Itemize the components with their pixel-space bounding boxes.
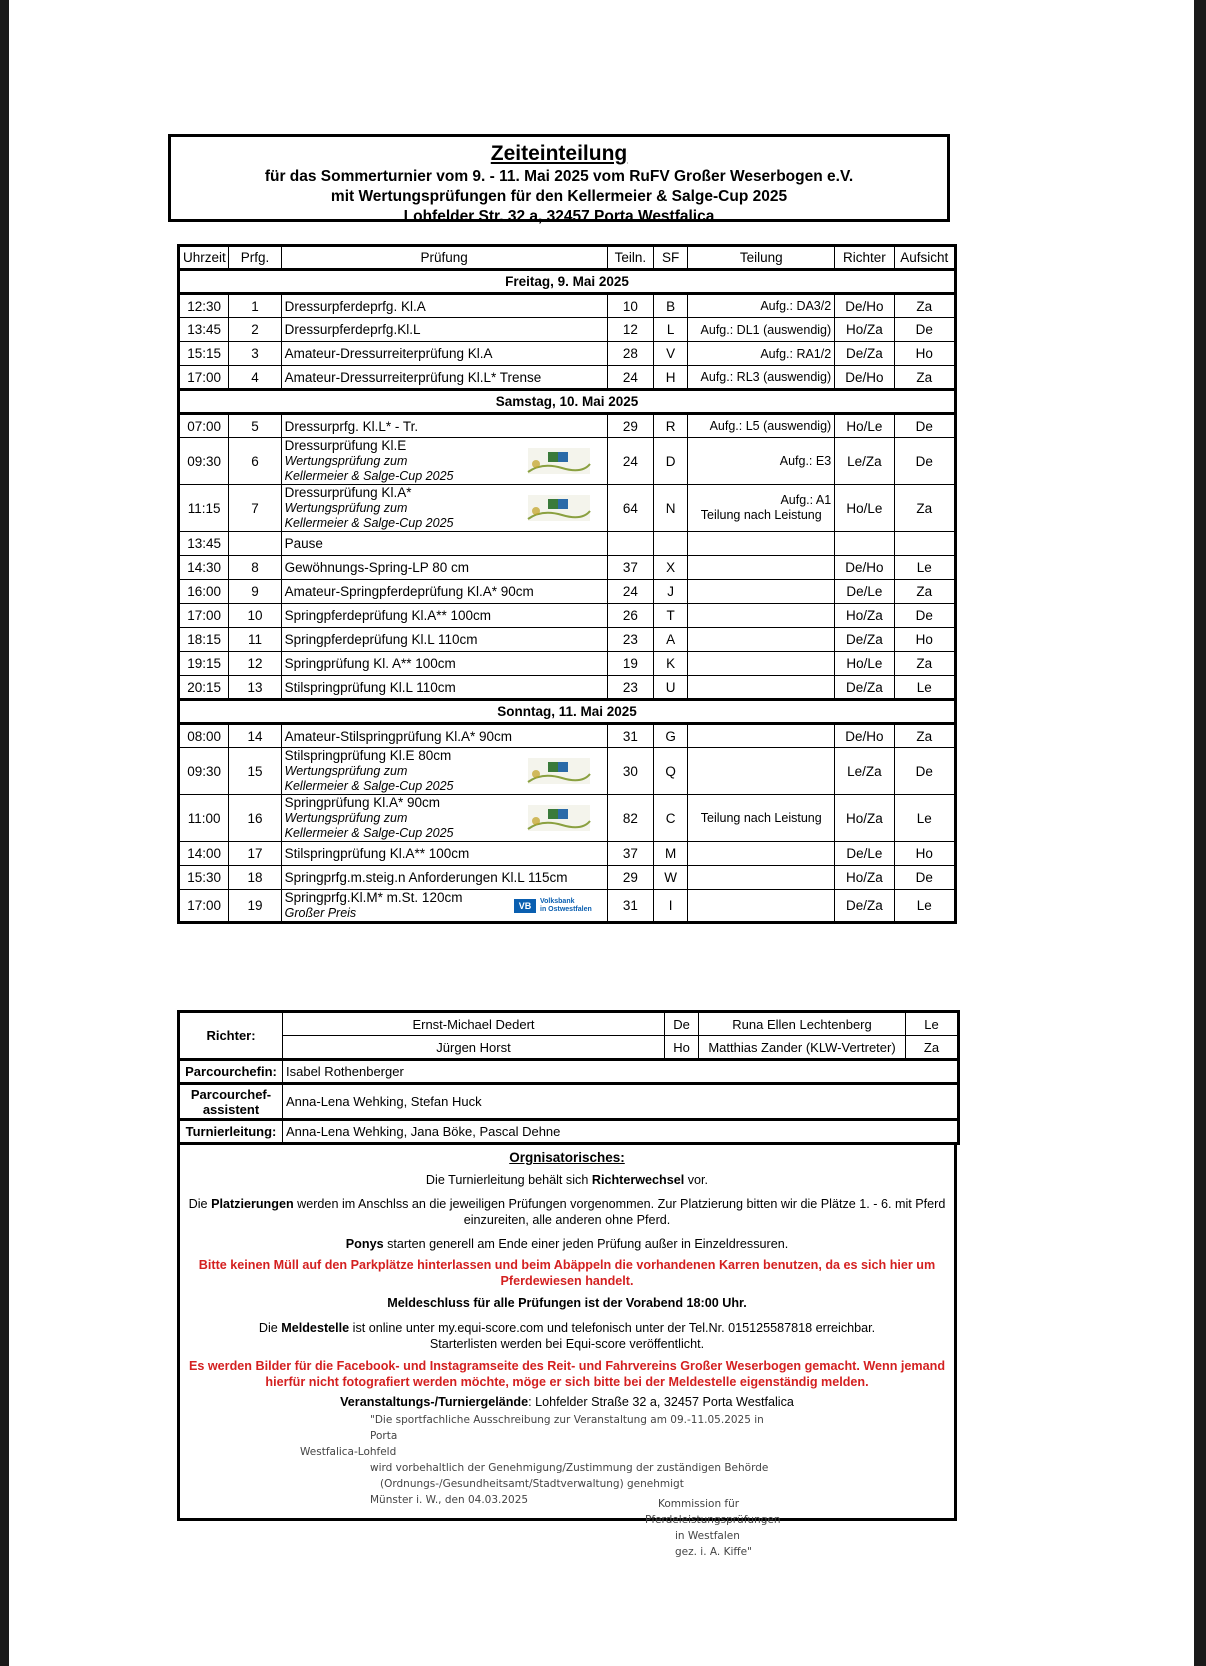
turnier-row — [179, 1120, 959, 1144]
event-name-cell — [281, 890, 607, 923]
sf-cell: A — [654, 628, 688, 652]
aufsicht-cell: De — [894, 318, 955, 342]
event-name: Pause — [281, 532, 607, 556]
nr-cell — [229, 532, 281, 556]
teiln-cell: 12 — [607, 318, 653, 342]
richter-cell: De/Za — [835, 890, 894, 923]
table-row — [179, 842, 956, 866]
teiln-cell: 28 — [607, 342, 653, 366]
org-note-2b: einzureiten, alle anderen ohne Pferd. — [463, 1213, 671, 1227]
richter-cell: De/Ho — [835, 366, 894, 390]
event-subtitle: Kellermeier & Salge-Cup 2025 — [284, 469, 454, 483]
teilung-cell: Aufg.: E3 — [688, 438, 835, 485]
judge-row-1 — [179, 1012, 959, 1036]
table-row — [179, 556, 956, 580]
aufsicht-cell: Za — [894, 580, 955, 604]
assist-label-line-2: assistent — [202, 1101, 260, 1117]
time-cell: 20:15 — [179, 676, 229, 700]
org-warning-2b: hierfür nicht fotografiert werden möchte, möge er sich bitte bei der Meldestelle eigenständig melden. — [265, 1375, 869, 1389]
day-heading: Sonntag, 11. Mai 2025 — [179, 700, 956, 724]
title-line-1: für das Sommerturnier vom 9. - 11. Mai 2025 vom RuFV Großer Weserbogen e.V. — [264, 168, 854, 185]
time-cell: 14:00 — [179, 842, 229, 866]
sf-cell: I — [654, 890, 688, 923]
organisational-notes — [177, 1144, 957, 1558]
richter-cell: Le/Za — [835, 438, 894, 485]
nr-cell: 9 — [229, 580, 281, 604]
event-subtitle: Wertungsprüfung zum — [284, 811, 408, 825]
org-note-2: Die Platzierungen werden im Anschlss an die jeweiligen Prüfungen vorgenommen. Zur Platzierung bitten wir die Plätze 1. - 6. mit Pferd — [188, 1197, 946, 1211]
col-header-sf: SF — [654, 246, 688, 270]
cup-logo-icon — [522, 489, 596, 527]
time-cell: 11:00 — [179, 795, 229, 842]
parcour-label: Parcourchefin: — [179, 1060, 283, 1084]
teilung-cell — [688, 580, 835, 604]
judge-name: Runa Ellen Lechtenberg — [699, 1012, 906, 1036]
nr-cell: 17 — [229, 842, 281, 866]
sf-cell: H — [654, 366, 688, 390]
nr-cell: 19 — [229, 890, 281, 923]
approval-stamp: "Die sportfachliche Ausschreibung zur Veranstaltung am 09.-11.05.2025 in Porta Westfalica-Lohfeld wird vorbehaltlich der Genehmigung/Zustimmung der zuständigen Behörde (Ordnungs-/Gesundheitsamt/Stadtverwaltung) genehmigt Münster i. W., den 04.03.2025 Kommission für Pferdeleistungsprüfungen in Westfalen gez. i. A. Kiffe" — [300, 1414, 781, 1558]
parcour-row — [179, 1060, 959, 1084]
sf-cell: B — [654, 294, 688, 318]
time-cell: 11:15 — [179, 485, 229, 532]
aufsicht-cell: Le — [894, 556, 955, 580]
event-name: Amateur-Dressurreiterprüfung Kl.L* Trense — [281, 366, 607, 390]
nr-cell: 7 — [229, 485, 281, 532]
table-row — [179, 342, 956, 366]
table-header-row — [179, 246, 956, 270]
teiln-cell: 24 — [607, 366, 653, 390]
teilung-cell: Aufg.: RL3 (auswendig) — [688, 366, 835, 390]
richter-cell: De/Le — [835, 580, 894, 604]
judge-code: Za — [906, 1036, 959, 1060]
event-name: Gewöhnungs-Spring-LP 80 cm — [281, 556, 607, 580]
sf-cell: U — [654, 676, 688, 700]
teilung-cell — [688, 628, 835, 652]
sf-cell: N — [654, 485, 688, 532]
org-venue: Veranstaltungs-/Turniergelände: Lohfelder Straße 32 a, 32457 Porta Westfalica — [340, 1395, 794, 1409]
aufsicht-cell: De — [894, 438, 955, 485]
col-header-nr: Prfg. — [229, 246, 281, 270]
table-row — [179, 604, 956, 628]
event-name: Springprfg.m.steig.n Anforderungen Kl.L 115cm — [281, 866, 607, 890]
parcour-value: Isabel Rothenberger — [283, 1060, 959, 1084]
table-row — [179, 318, 956, 342]
teilung-cell — [688, 676, 835, 700]
judge-code: Ho — [665, 1036, 699, 1060]
aufsicht-cell: Za — [894, 366, 955, 390]
event-name: Amateur-Dressurreiterprüfung Kl.A — [281, 342, 607, 366]
teiln-cell: 31 — [607, 724, 653, 748]
col-header-teilung: Teilung — [688, 246, 835, 270]
org-warning-1: Bitte keinen Müll auf den Parkplätze hinterlassen und beim Abäppeln die vorhandenen Karren benutzen, da es sich hier um — [198, 1258, 936, 1272]
teiln-cell: 26 — [607, 604, 653, 628]
nr-cell: 12 — [229, 652, 281, 676]
sf-cell: K — [654, 652, 688, 676]
richter-cell: De/Ho — [835, 556, 894, 580]
teilung-cell: Aufg.: DL1 (auswendig) — [688, 318, 835, 342]
teilung-cell — [688, 724, 835, 748]
staff-table — [177, 1010, 960, 1145]
col-header-teiln: Teiln. — [607, 246, 653, 270]
richter-cell: Ho/Za — [835, 795, 894, 842]
time-cell: 13:45 — [179, 532, 229, 556]
sf-cell: D — [654, 438, 688, 485]
event-name-cell — [281, 748, 607, 795]
richter-cell: De/Za — [835, 342, 894, 366]
teilung-cell — [688, 532, 835, 556]
teilung-cell: Aufg.: A1 Teilung nach Leistung — [688, 485, 835, 532]
col-header-richter: Richter — [835, 246, 894, 270]
richter-cell: De/Ho — [835, 294, 894, 318]
turnier-value: Anna-Lena Wehking, Jana Böke, Pascal Dehne — [283, 1120, 959, 1144]
aufsicht-cell: Za — [894, 652, 955, 676]
teiln-cell: 24 — [607, 580, 653, 604]
nr-cell: 1 — [229, 294, 281, 318]
teilung-cell — [688, 652, 835, 676]
judge-name: Ernst-Michael Dedert — [283, 1012, 665, 1036]
sf-cell: J — [654, 580, 688, 604]
event-name: Springpferdeprüfung Kl.L 110cm — [281, 628, 607, 652]
nr-cell: 16 — [229, 795, 281, 842]
time-cell: 09:30 — [179, 438, 229, 485]
aufsicht-cell: Ho — [894, 628, 955, 652]
day-header-row — [179, 270, 956, 294]
nr-cell: 10 — [229, 604, 281, 628]
cup-logo-icon — [522, 752, 596, 790]
teilung-cell: Teilung nach Leistung — [688, 795, 835, 842]
sf-cell: G — [654, 724, 688, 748]
volksbank-logo-icon: VB Volksbank in Ostwestfalen — [514, 898, 592, 914]
teilung-cell: Aufg.: DA3/2 — [688, 294, 835, 318]
table-row — [179, 890, 956, 923]
title-box — [168, 134, 950, 225]
teiln-cell: 29 — [607, 866, 653, 890]
nr-cell: 4 — [229, 366, 281, 390]
org-warning-2: Es werden Bilder für die Facebook- und Instagramseite des Reit- und Fahrvereins Großer Weserbogen gemacht. Wenn jemand — [188, 1359, 946, 1373]
event-name: Stilspringprüfung Kl.A** 100cm — [281, 842, 607, 866]
assist-row — [179, 1084, 959, 1120]
event-subtitle: Kellermeier & Salge-Cup 2025 — [284, 516, 454, 530]
table-row — [179, 294, 956, 318]
time-cell: 18:15 — [179, 628, 229, 652]
event-name: Springprüfung Kl.A* 90cm — [284, 795, 440, 810]
nr-cell: 2 — [229, 318, 281, 342]
table-row — [179, 414, 956, 438]
event-subtitle: Wertungsprüfung zum — [284, 454, 408, 468]
col-header-name: Prüfung — [281, 246, 607, 270]
richter-label: Richter: — [179, 1012, 283, 1060]
cup-logo-icon — [522, 442, 596, 480]
richter-cell — [835, 532, 894, 556]
table-row — [179, 366, 956, 390]
aufsicht-cell: De — [894, 866, 955, 890]
event-subtitle: Kellermeier & Salge-Cup 2025 — [284, 826, 454, 840]
time-cell: 17:00 — [179, 366, 229, 390]
aufsicht-cell: Le — [894, 890, 955, 923]
teiln-cell: 29 — [607, 414, 653, 438]
table-row — [179, 580, 956, 604]
aufsicht-cell: Ho — [894, 342, 955, 366]
richter-cell: Le/Za — [835, 748, 894, 795]
teilung-cell — [688, 890, 835, 923]
event-name: Stilspringprüfung Kl.L 110cm — [281, 676, 607, 700]
aufsicht-cell: De — [894, 604, 955, 628]
table-row — [179, 866, 956, 890]
event-name: Dressurpferdeprfg. Kl.A — [281, 294, 607, 318]
event-subtitle: Kellermeier & Salge-Cup 2025 — [284, 779, 454, 793]
teiln-cell: 30 — [607, 748, 653, 795]
table-row — [179, 485, 956, 532]
sf-cell: M — [654, 842, 688, 866]
turnier-label: Turnierleitung: — [179, 1120, 283, 1144]
aufsicht-cell: Za — [894, 485, 955, 532]
nr-cell: 6 — [229, 438, 281, 485]
org-meldestelle: Die Meldestelle ist online unter my.equi-score.com und telefonisch unter der Tel.Nr. 015125587818 erreichbar. — [258, 1321, 876, 1335]
aufsicht-cell: De — [894, 414, 955, 438]
table-row — [179, 652, 956, 676]
richter-cell: Ho/Le — [835, 414, 894, 438]
teiln-cell: 23 — [607, 676, 653, 700]
teilung-cell — [688, 556, 835, 580]
nr-cell: 3 — [229, 342, 281, 366]
sf-cell: X — [654, 556, 688, 580]
aufsicht-cell: Le — [894, 795, 955, 842]
nr-cell: 14 — [229, 724, 281, 748]
event-name: Amateur-Springpferdeprüfung Kl.A* 90cm — [281, 580, 607, 604]
assist-value: Anna-Lena Wehking, Stefan Huck — [283, 1084, 959, 1120]
time-cell: 12:30 — [179, 294, 229, 318]
judge-name: Jürgen Horst — [283, 1036, 665, 1060]
richter-cell: De/Le — [835, 842, 894, 866]
teilung-cell: Aufg.: L5 (auswendig) — [688, 414, 835, 438]
schedule-table — [177, 244, 957, 924]
event-subtitle: Wertungsprüfung zum — [284, 764, 408, 778]
col-header-aufsicht: Aufsicht — [894, 246, 955, 270]
teiln-cell: 37 — [607, 556, 653, 580]
teilung-cell — [688, 604, 835, 628]
teiln-cell: 64 — [607, 485, 653, 532]
table-row — [179, 532, 956, 556]
richter-cell: De/Za — [835, 628, 894, 652]
day-header-row — [179, 700, 956, 724]
table-row — [179, 724, 956, 748]
event-name: Springprüfung Kl. A** 100cm — [281, 652, 607, 676]
event-name: Stilspringprüfung Kl.E 80cm — [284, 748, 452, 763]
nr-cell: 5 — [229, 414, 281, 438]
table-row — [179, 748, 956, 795]
nr-cell: 8 — [229, 556, 281, 580]
sf-cell: C — [654, 795, 688, 842]
teiln-cell: 37 — [607, 842, 653, 866]
sf-cell: R — [654, 414, 688, 438]
org-note-3: Ponys starten generell am Ende einer jeden Prüfung außer in Einzeldressuren. — [345, 1237, 789, 1251]
page-title: Zeiteinteilung — [490, 142, 628, 165]
time-cell: 17:00 — [179, 890, 229, 923]
event-name-cell — [281, 438, 607, 485]
event-name: Dressurpferdeprfg.Kl.L — [281, 318, 607, 342]
teiln-cell: 10 — [607, 294, 653, 318]
event-name-cell — [281, 485, 607, 532]
day-heading: Samstag, 10. Mai 2025 — [179, 390, 956, 414]
org-warning-1b: Pferdewiesen handelt. — [500, 1274, 634, 1288]
col-header-time: Uhrzeit — [179, 246, 229, 270]
sf-cell: L — [654, 318, 688, 342]
table-row — [179, 795, 956, 842]
sf-cell: Q — [654, 748, 688, 795]
event-name: Dressurprüfung Kl.A* — [284, 485, 412, 500]
teilung-cell — [688, 748, 835, 795]
assist-label-line-1: Parcourchef- — [190, 1086, 272, 1102]
day-heading: Freitag, 9. Mai 2025 — [179, 270, 956, 294]
org-title: Orgnisatorisches: — [509, 1150, 625, 1165]
event-subtitle: Wertungsprüfung zum — [284, 501, 408, 515]
time-cell: 15:30 — [179, 866, 229, 890]
nr-cell: 11 — [229, 628, 281, 652]
aufsicht-cell: Le — [894, 676, 955, 700]
teiln-cell: 23 — [607, 628, 653, 652]
sf-cell: V — [654, 342, 688, 366]
time-cell: 15:15 — [179, 342, 229, 366]
cup-logo-icon — [522, 799, 596, 837]
event-name-cell — [281, 795, 607, 842]
richter-cell: Ho/Le — [835, 652, 894, 676]
aufsicht-cell: De — [894, 748, 955, 795]
time-cell: 13:45 — [179, 318, 229, 342]
table-row — [179, 438, 956, 485]
aufsicht-cell — [894, 532, 955, 556]
assist-label — [179, 1084, 283, 1120]
day-header-row — [179, 390, 956, 414]
org-note-1: Die Turnierleitung behält sich Richterwechsel vor. — [425, 1173, 709, 1187]
time-cell: 14:30 — [179, 556, 229, 580]
time-cell: 19:15 — [179, 652, 229, 676]
event-name: Dressurprfg. Kl.L* - Tr. — [281, 414, 607, 438]
richter-cell: De/Za — [835, 676, 894, 700]
sf-cell: T — [654, 604, 688, 628]
time-cell: 07:00 — [179, 414, 229, 438]
richter-cell: De/Ho — [835, 724, 894, 748]
time-cell: 17:00 — [179, 604, 229, 628]
nr-cell: 13 — [229, 676, 281, 700]
teiln-cell — [607, 532, 653, 556]
table-row — [179, 628, 956, 652]
event-name: Springprfg.Kl.M* m.St. 120cm — [284, 890, 463, 905]
judge-code: De — [665, 1012, 699, 1036]
richter-cell: Ho/Za — [835, 318, 894, 342]
event-subtitle: Großer Preis — [284, 906, 357, 920]
aufsicht-cell: Za — [894, 294, 955, 318]
nr-cell: 15 — [229, 748, 281, 795]
event-name: Dressurprüfung Kl.E — [284, 438, 407, 453]
nr-cell: 18 — [229, 866, 281, 890]
richter-cell: Ho/Za — [835, 604, 894, 628]
org-starterlisten: Starterlisten werden bei Equi-score veröffentlicht. — [429, 1337, 705, 1351]
event-name: Springpferdeprüfung Kl.A** 100cm — [281, 604, 607, 628]
aufsicht-cell: Za — [894, 724, 955, 748]
teiln-cell: 19 — [607, 652, 653, 676]
title-line-3: Lohfelder Str. 32 a, 32457 Porta Westfalica — [403, 208, 715, 225]
richter-cell: Ho/Za — [835, 866, 894, 890]
time-cell: 09:30 — [179, 748, 229, 795]
teilung-cell: Aufg.: RA1/2 — [688, 342, 835, 366]
sf-cell — [654, 532, 688, 556]
event-name: Amateur-Stilspringprüfung Kl.A* 90cm — [281, 724, 607, 748]
teiln-cell: 31 — [607, 890, 653, 923]
org-deadline: Meldeschluss für alle Prüfungen ist der Vorabend 18:00 Uhr. — [387, 1296, 747, 1310]
judge-row-2 — [179, 1036, 959, 1060]
teilung-cell — [688, 842, 835, 866]
aufsicht-cell: Ho — [894, 842, 955, 866]
time-cell: 16:00 — [179, 580, 229, 604]
judge-code: Le — [906, 1012, 959, 1036]
teiln-cell: 82 — [607, 795, 653, 842]
richter-cell: Ho/Le — [835, 485, 894, 532]
title-line-2: mit Wertungsprüfungen für den Kellermeier & Salge-Cup 2025 — [330, 188, 788, 205]
sf-cell: W — [654, 866, 688, 890]
teiln-cell: 24 — [607, 438, 653, 485]
time-cell: 08:00 — [179, 724, 229, 748]
judge-name: Matthias Zander (KLW-Vertreter) — [699, 1036, 906, 1060]
table-row — [179, 676, 956, 700]
teilung-cell — [688, 866, 835, 890]
